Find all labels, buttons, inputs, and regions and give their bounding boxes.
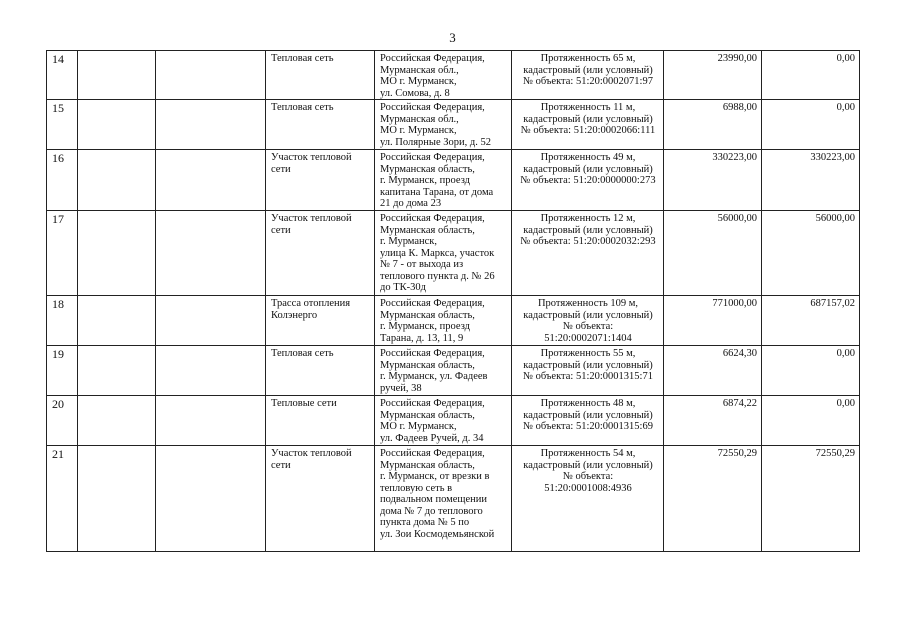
address-line: Тарана, д. 13, 11, 9 — [380, 332, 464, 344]
description-line: кадастровый (или условный) — [523, 309, 653, 321]
address-line: Российская Федерация, — [380, 348, 485, 359]
description-line: № объекта: 51:20:0002066:111 — [520, 125, 656, 136]
address-line: Мурманская область, — [380, 309, 475, 321]
description-line: Протяженность 55 м, — [540, 348, 636, 359]
address-line: Мурманская обл., — [380, 113, 459, 125]
address-line: г. Мурманск, проезд — [380, 175, 470, 186]
address-line: Мурманская область, — [380, 359, 475, 371]
book-value-cell: 6874,22 — [664, 396, 762, 446]
empty-cell — [78, 51, 156, 100]
description-line: № объекта: 51:20:0002032:293 — [520, 236, 656, 247]
description-cell — [512, 211, 664, 296]
address-line: ул. Сомова, д. 8 — [380, 87, 450, 99]
row-number-cell: 14 — [47, 51, 78, 100]
address-cell — [375, 396, 512, 446]
description-line: Протяженность 54 м, — [540, 448, 636, 459]
residual-value-cell: 72550,29 — [762, 446, 860, 552]
description-line: № объекта: 51:20:0000000:273 — [520, 175, 656, 186]
address-line: г. Мурманск, проезд — [380, 321, 470, 332]
description-line: кадастровый (или условный) — [523, 359, 653, 371]
description-line: 51:20:0001008:4936 — [544, 482, 632, 494]
description-line: кадастровый (или условный) — [523, 163, 653, 175]
row-number-cell: 15 — [47, 100, 78, 150]
address-line: Мурманская область, — [380, 224, 475, 236]
book-value-cell: 56000,00 — [664, 211, 762, 296]
residual-value-cell: 0,00 — [762, 100, 860, 150]
address-line: Мурманская область, — [380, 459, 475, 471]
object-name-cell: Тепловая сеть — [266, 100, 375, 150]
empty-cell — [156, 346, 266, 396]
description-line: № объекта: 51:20:0002071:97 — [523, 76, 653, 87]
description-line: № объекта: 51:20:0001315:69 — [523, 421, 653, 432]
table-row — [47, 446, 860, 552]
empty-cell — [78, 346, 156, 396]
table-row — [47, 211, 860, 296]
description-line: кадастровый (или условный) — [523, 224, 653, 236]
object-name-cell: Участок тепловой сети — [266, 150, 375, 211]
row-number-cell: 20 — [47, 396, 78, 446]
address-line: Мурманская область, — [380, 409, 475, 421]
description-line: Протяженность 48 м, — [540, 398, 636, 409]
address-line: улица К. Маркса, участок — [380, 247, 495, 259]
address-line: МО г. Мурманск, — [380, 421, 457, 432]
empty-cell — [78, 150, 156, 211]
residual-value-cell: 56000,00 — [762, 211, 860, 296]
address-cell — [375, 150, 512, 211]
empty-cell — [156, 396, 266, 446]
description-cell — [512, 51, 664, 100]
description-line: № объекта: — [562, 321, 614, 332]
table-row — [47, 51, 860, 100]
book-value-cell: 72550,29 — [664, 446, 762, 552]
address-cell — [375, 51, 512, 100]
address-line: тепловую сеть в — [380, 482, 453, 494]
row-number-cell: 19 — [47, 346, 78, 396]
empty-cell — [156, 51, 266, 100]
description-line: № объекта: 51:20:0001315:71 — [523, 371, 653, 382]
description-cell — [512, 100, 664, 150]
address-cell — [375, 346, 512, 396]
address-line: Российская Федерация, — [380, 298, 485, 309]
book-value-cell: 6624,30 — [664, 346, 762, 396]
address-cell — [375, 100, 512, 150]
description-line: кадастровый (или условный) — [523, 113, 653, 125]
address-line: Российская Федерация, — [380, 53, 485, 64]
description-cell — [512, 150, 664, 211]
address-cell — [375, 296, 512, 346]
address-line: № 7 - от выхода из — [380, 259, 464, 270]
address-line: Российская Федерация, — [380, 102, 485, 113]
row-number-cell: 21 — [47, 446, 78, 552]
description-cell — [512, 346, 664, 396]
address-line: г. Мурманск, — [380, 236, 438, 247]
address-cell — [375, 446, 512, 552]
address-line: Российская Федерация, — [380, 152, 485, 163]
object-name-cell: Участок тепловой сети — [266, 211, 375, 296]
property-registry-table — [46, 50, 860, 552]
residual-value-cell: 0,00 — [762, 396, 860, 446]
page-number: 3 — [449, 30, 456, 45]
address-line: Российская Федерация, — [380, 448, 485, 459]
residual-value-cell: 330223,00 — [762, 150, 860, 211]
description-line: Протяженность 109 м, — [537, 298, 639, 309]
empty-cell — [156, 150, 266, 211]
row-number-cell: 18 — [47, 296, 78, 346]
description-cell — [512, 296, 664, 346]
empty-cell — [78, 446, 156, 552]
empty-cell — [78, 100, 156, 150]
description-line: Протяженность 49 м, — [540, 152, 636, 163]
object-name-cell: Тепловые сети — [266, 396, 375, 446]
book-value-cell: 23990,00 — [664, 51, 762, 100]
empty-cell — [156, 211, 266, 296]
row-number-cell: 17 — [47, 211, 78, 296]
address-line: 21 до дома 23 — [380, 198, 442, 209]
object-name-cell: Участок тепловой сети — [266, 446, 375, 552]
address-line: МО г. Мурманск, — [380, 125, 457, 136]
address-line: подвальном помещении — [380, 494, 488, 505]
object-name-cell: Тепловая сеть — [266, 51, 375, 100]
residual-value-cell: 0,00 — [762, 346, 860, 396]
address-line: теплового пункта д. № 26 — [380, 270, 495, 282]
address-line: капитана Тарана, от дома — [380, 186, 494, 198]
description-line: 51:20:0002071:1404 — [544, 332, 632, 344]
description-line: Протяженность 65 м, — [540, 53, 636, 64]
empty-cell — [156, 296, 266, 346]
table-row — [47, 296, 860, 346]
book-value-cell: 330223,00 — [664, 150, 762, 211]
empty-cell — [156, 100, 266, 150]
row-number-cell: 16 — [47, 150, 78, 211]
address-line: г. Мурманск, от врезки в — [380, 471, 490, 482]
table-row — [47, 396, 860, 446]
object-name-cell: Трасса отопления Колэнерго — [266, 296, 375, 346]
address-line: ручей, 38 — [380, 382, 422, 394]
address-line: пункта дома № 5 по — [380, 517, 470, 528]
table-row — [47, 150, 860, 211]
description-line: кадастровый (или условный) — [523, 459, 653, 471]
empty-cell — [78, 296, 156, 346]
address-line: Мурманская область, — [380, 163, 475, 175]
address-line: ул. Зои Космодемьянской — [380, 528, 495, 540]
description-line: Протяженность 11 м, — [540, 102, 636, 113]
empty-cell — [78, 211, 156, 296]
address-line: до ТК-30д — [380, 282, 426, 293]
table-body — [47, 51, 860, 552]
address-cell — [375, 211, 512, 296]
empty-cell — [78, 396, 156, 446]
object-name-cell: Тепловая сеть — [266, 346, 375, 396]
empty-cell — [156, 446, 266, 552]
address-line: ул. Фадеев Ручей, д. 34 — [380, 432, 484, 444]
address-line: дома № 7 до теплового — [380, 505, 483, 517]
residual-value-cell: 687157,02 — [762, 296, 860, 346]
address-line: Мурманская обл., — [380, 64, 459, 76]
residual-value-cell: 0,00 — [762, 51, 860, 100]
description-line: Протяженность 12 м, — [540, 213, 636, 224]
description-line: кадастровый (или условный) — [523, 409, 653, 421]
description-line: № объекта: — [562, 471, 614, 482]
address-line: г. Мурманск, ул. Фадеев — [380, 371, 488, 382]
address-line: Российская Федерация, — [380, 213, 485, 224]
description-cell — [512, 396, 664, 446]
book-value-cell: 771000,00 — [664, 296, 762, 346]
description-cell — [512, 446, 664, 552]
address-line: Российская Федерация, — [380, 398, 485, 409]
table-row — [47, 346, 860, 396]
book-value-cell: 6988,00 — [664, 100, 762, 150]
description-line: кадастровый (или условный) — [523, 64, 653, 76]
table-row — [47, 100, 860, 150]
address-line: МО г. Мурманск, — [380, 76, 457, 87]
address-line: ул. Полярные Зори, д. 52 — [380, 136, 491, 148]
